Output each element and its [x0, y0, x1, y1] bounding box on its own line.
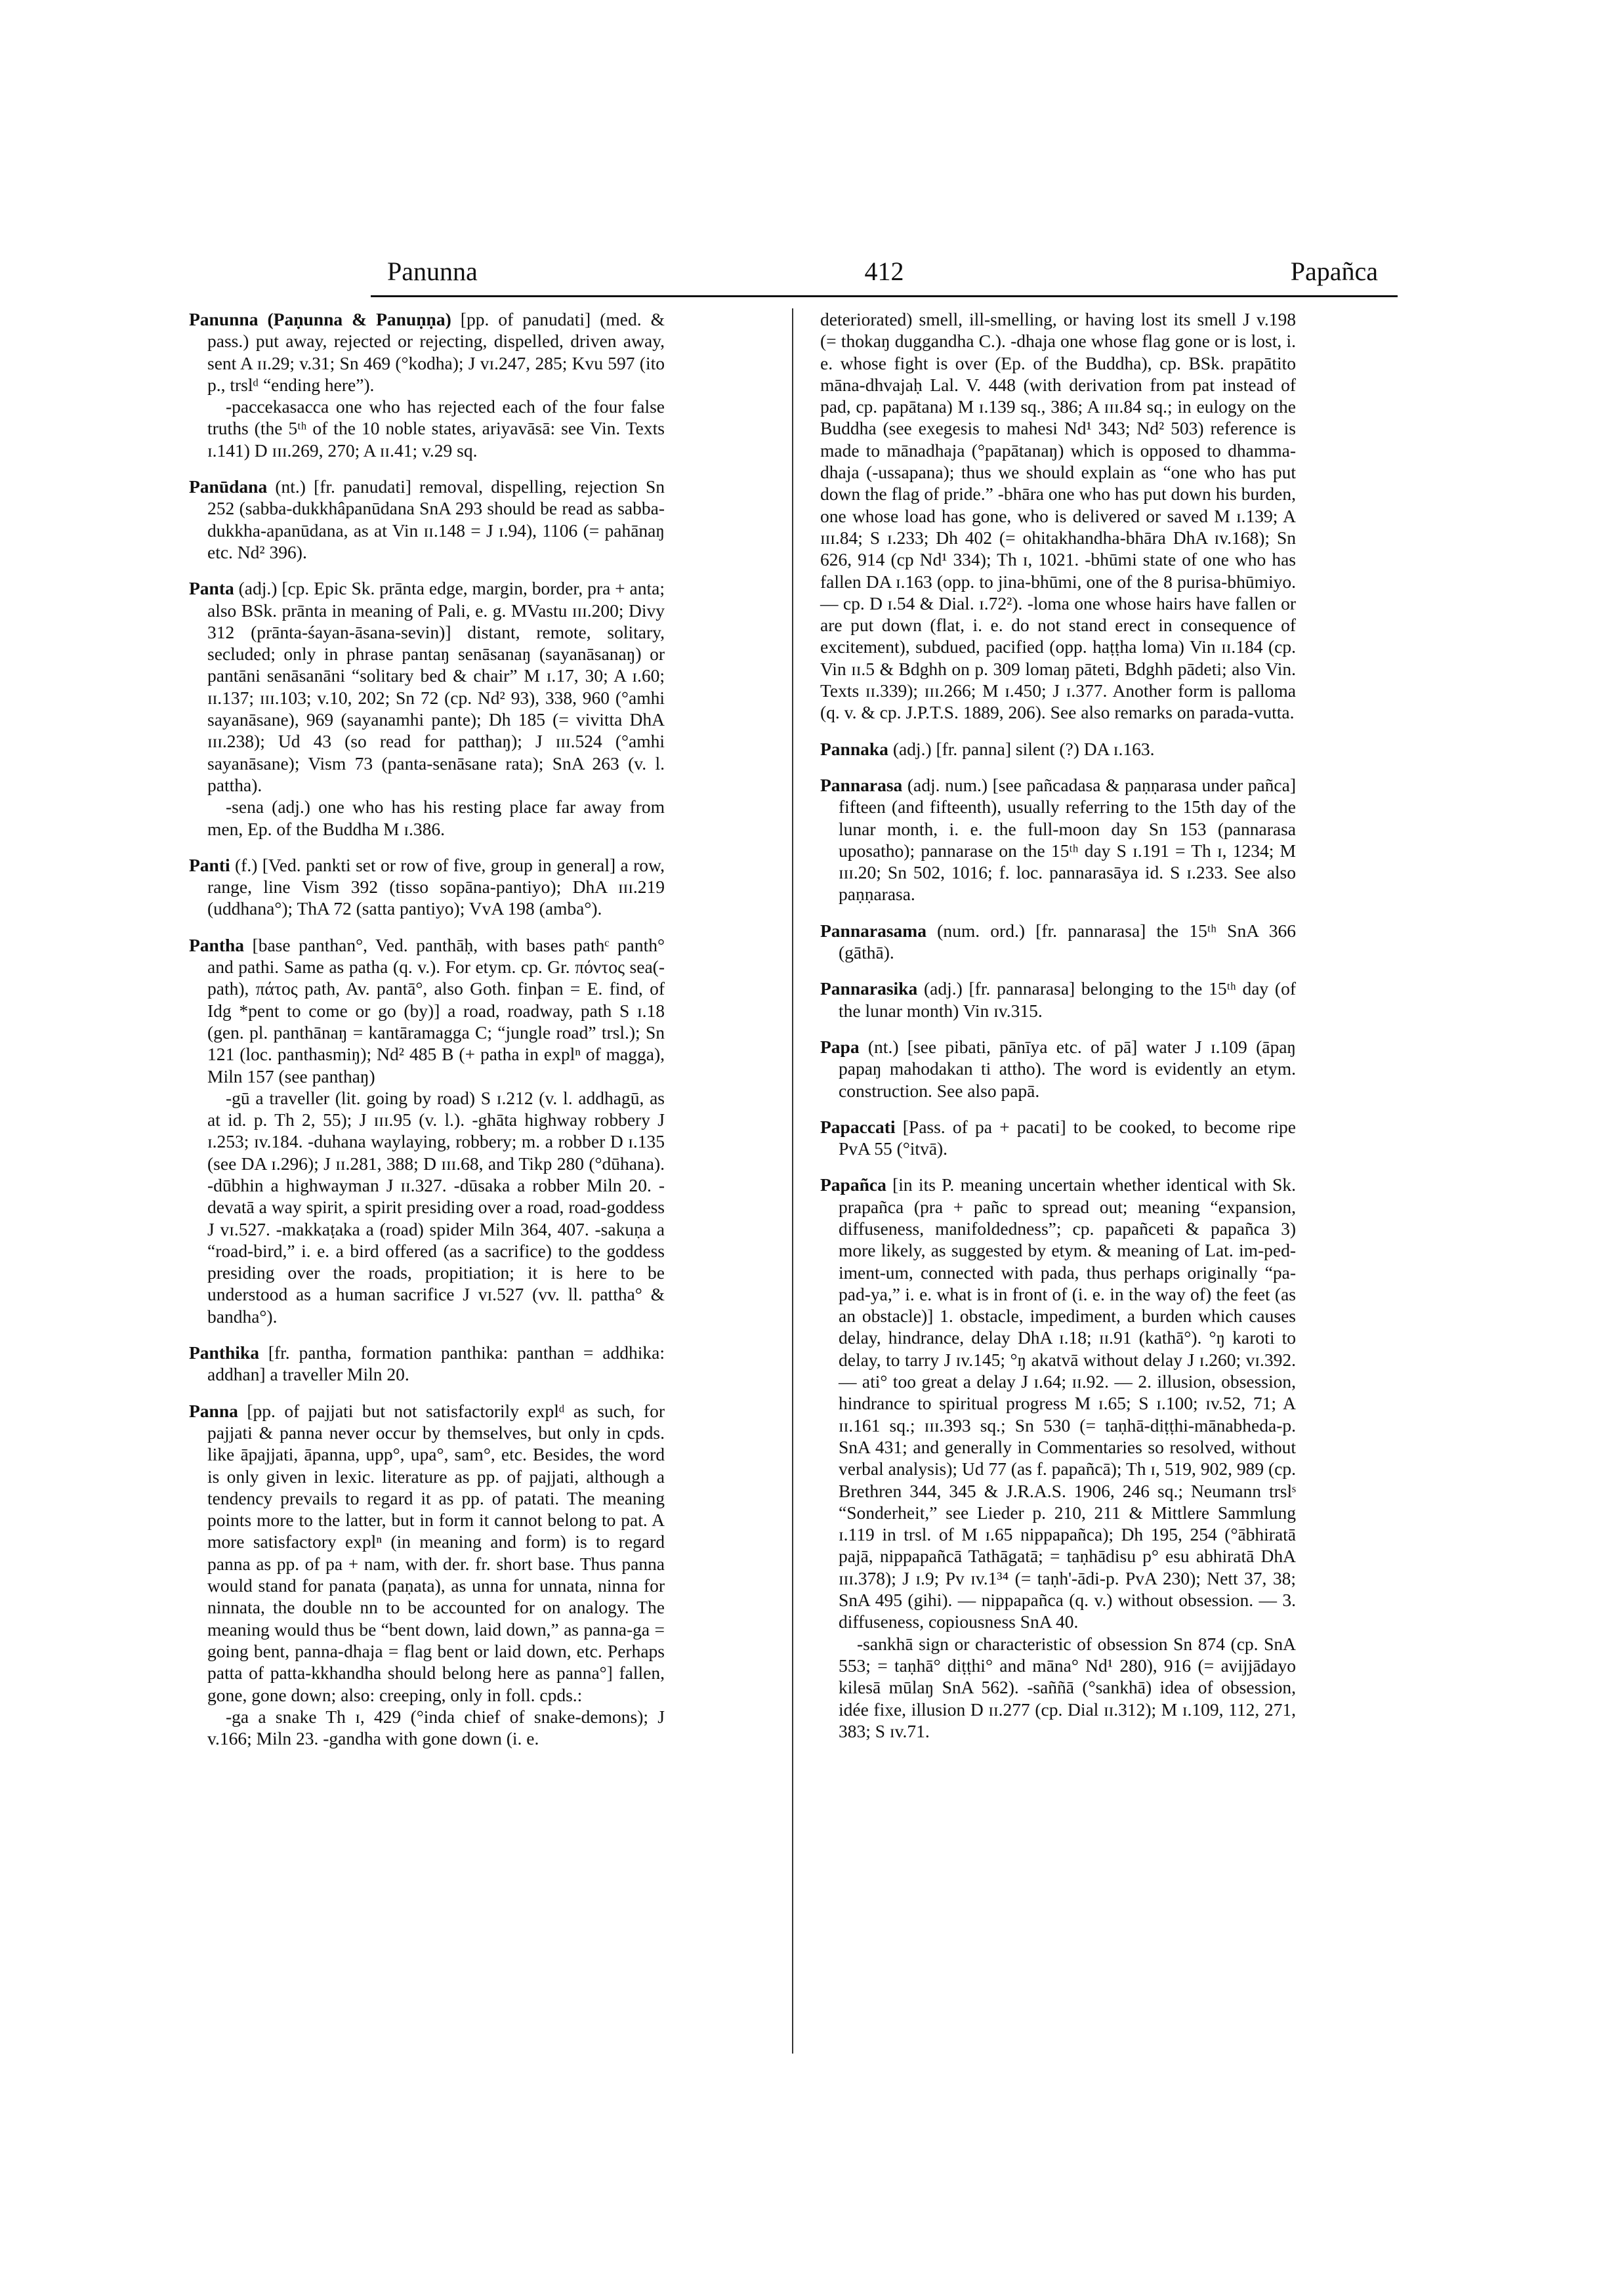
- dictionary-entry: [189, 308, 665, 461]
- entry-headword: Pannarasama: [820, 920, 927, 941]
- entry-definition: [pp. of pajjati but not satisfactorily explᵈ as such, for pajjati & panna never occur by themselves, but only in cpds. like āpajjati, āpanna, upp°, upa°, sam°, etc. Besides, the word is only given in lexic. literature as pp. of pajjati, although a tendency prevails to regard it as pp. of patati. The meaning points more to the latter, but in form it cannot belong to pat. A more satisfactory explⁿ (in meaning and form) is to regard panna as pp. of pa + nam, with der. fr. short base. Thus panna would stand for panata (paṇata), as unna for unnata, ninna for ninnata, the double nn to be accounted for on analogy. The meaning would thus be “bent down, laid down,” as panna-ga = going bent, panna-dhaja = flag bent or laid down, etc. Perhaps patta of patta-kkhandha should belong here as panna°] fallen, gone, gone down; also: creeping, only in foll. cpds.:: [207, 1400, 665, 1705]
- dictionary-entry: [189, 854, 665, 920]
- entry-definition: (adj. num.) [see pañcadasa & paṇṇarasa under pañca] fifteen (and fifteenth), usually referring to the 15th day of the lunar month, i. e. the full-moon day Sn 153 (pannarasa uposatho); pannarase on the 15ᵗʰ day S ɪ.191 = Th ɪ, 1234; M ɪɪɪ.20; Sn 502, 1016; f. loc. pannarasāya id. S ɪ.233. See also paṇṇarasa.: [839, 774, 1296, 905]
- page-number: 412: [864, 257, 904, 286]
- entry-compounds: -gū a traveller (lit. going by road) S ɪ.212 (v. l. addhagū, as at id. p. Th 2, 55); J ɪɪɪ.95 (v. l.). -ghāta highway robbery J ɪ.253; ɪv.184. -duhana waylaying, robbery; m. a robber D ɪ.135 (see DA ɪ.296); J ɪɪ.281, 388; D ɪɪɪ.68, and Tikp 280 (°dūhana). -dūbhin a highwayman J ɪɪ.327. -dūsaka a robber Miln 20. -devatā a way spirit, a spirit presiding over a road, road-goddess J vɪ.527. -makkaṭaka a (road) spider Miln 364, 407. -sakuṇa a “road-bird,” i. e. a bird offered (as a sacrifice) to the goddess presiding over the roads, propitiation; it is here to be understood as a human sacrifice J vɪ.527 (vv. ll. pattha° & bandha°).: [207, 1087, 665, 1327]
- entry-headword: Panna: [189, 1400, 238, 1421]
- entry-definition: (adj.) [cp. Epic Sk. prānta edge, margin, border, pra + anta; also BSk. prānta in meaning of Pali, e. g. MVastu ɪɪɪ.200; Divy 312 (prānta-śayan-āsana-sevin)] distant, remote, solitary, secluded; only in phrase pantaŋ senāsanaŋ (sayanāsanaŋ) or pantāni senāsanāni “solitary bed & chair” M ɪ.17, 30; A ɪ.60; ɪɪ.137; ɪɪɪ.103; v.10, 202; Sn 72 (cp. Nd² 93), 338, 960 (°amhi sayanāsane), 969 (sayanamhi pante); Dh 185 (= vivitta DhA ɪɪɪ.238); Ud 43 (so read for patthaŋ); J ɪɪɪ.524 (°amhi sayanāsane); Vism 73 (panta-senāsane rata); SnA 263 (v. l. pattha).: [207, 578, 665, 795]
- header-left-guide-word: Panunna: [387, 257, 478, 286]
- entry-headword: Panti: [189, 854, 230, 875]
- entry-headword: Panūdana: [189, 476, 268, 497]
- entry-definition: (num. ord.) [fr. pannarasa] the 15ᵗʰ SnA 366 (gāthā).: [839, 920, 1296, 963]
- entry-headword: Pantha: [189, 934, 245, 955]
- left-column: [189, 308, 665, 1764]
- entry-headword: Pannarasa: [820, 774, 903, 795]
- entry-definition: (f.) [Ved. pankti set or row of five, group in general] a row, range, line Vism 392 (tisso sopāna-pantiyo); DhA ɪɪɪ.219 (uddhana°); ThA 72 (satta pantiyo); VvA 198 (amba°).: [207, 854, 665, 919]
- entry-definition: [pp. of panudati] (med. & pass.) put away, rejected or rejecting, dispelled, driven away, sent A ɪɪ.29; v.31; Sn 469 (°kodha); J vɪ.247, 285; Kvu 597 (ito p., trslᵈ “ending here”).: [207, 309, 665, 395]
- dictionary-entry: [189, 1400, 665, 1750]
- right-column: [820, 308, 1296, 1756]
- entry-compounds: -sankhā sign or characteristic of obsession Sn 874 (cp. SnA 553; = taṇhā° diṭṭhi° and māna° Nd¹ 280), 916 (= avijjādayo kilesā mūlaŋ SnA 562). -saññā (°sankhā) idea of obsession, idée fixe, illusion D ɪɪ.277 (cp. Dial ɪɪ.312); M ɪ.109, 112, 271, 383; S ɪv.71.: [839, 1633, 1296, 1741]
- header-right-guide-word: Papañca: [1290, 257, 1378, 286]
- dictionary-entry: [820, 1116, 1296, 1160]
- dictionary-entry: [820, 920, 1296, 964]
- entry-headword: Papa: [820, 1036, 860, 1057]
- entry-definition: (nt.) [fr. panudati] removal, dispelling, rejection Sn 252 (sabba-dukkhâpanūdana SnA 293 should be read as sabba-dukkha-apanūdana, as at Vin ɪɪ.148 = J ɪ.94), 1106 (= pahānaŋ etc. Nd² 396).: [207, 476, 665, 562]
- entry-compounds: -paccekasacca one who has rejected each of the four false truths (the 5ᵗʰ of the 10 noble states, ariyavāsā: see Vin. Texts ɪ.141) D ɪɪɪ.269, 270; A ɪɪ.41; v.29 sq.: [207, 396, 665, 461]
- dictionary-entry: [189, 577, 665, 840]
- dictionary-entry: [820, 1174, 1296, 1742]
- entry-compounds: -sena (adj.) one who has his resting place far away from men, Ep. of the Buddha M ɪ.386.: [207, 796, 665, 839]
- entry-headword: Panta: [189, 578, 234, 599]
- page-header: [371, 249, 1398, 302]
- dictionary-entry: [189, 934, 665, 1327]
- entry-definition: [base panthan°, Ved. panthāḥ, with bases pathᶜ panth° and pathi. Same as patha (q. v.). For etym. cp. Gr. πόντος sea(-path), πάτος path, Av. pantā°, also Goth. finþan = E. find, of Idg *pent to come or go (by)] a road, roadway, path S ɪ.18 (gen. pl. panthānaŋ = kantāramagga C; “jungle road” trsl.); Sn 121 (loc. panthasmiŋ); Nd² 485 B (+ patha in explⁿ of magga), Miln 157 (see panthaŋ): [207, 934, 665, 1086]
- entry-definition: (adj.) [fr. pannarasa] belonging to the 15ᵗʰ day (of the lunar month) Vin ɪv.315.: [839, 978, 1296, 1021]
- dictionary-entry: [820, 308, 1296, 724]
- entry-headword: Panthika: [189, 1342, 259, 1363]
- entry-headword: Papañca: [820, 1174, 886, 1195]
- entry-definition: deteriorated) smell, ill-smelling, or having lost its smell J v.198 (= thokaŋ duggandha C.). -dhaja one whose flag gone or is lost, i. e. whose fight is over (Ep. of the Buddha), cp. BSk. prapātito māna-dhvajaḥ Lal. V. 448 (with derivation from pat instead of pad, cp. papātana) M ɪ.139 sq., 386; A ɪɪɪ.84 sq.; in eulogy on the Buddha (see exegesis to mahesi Nd¹ 343; Nd² 503) reference is made to mānadhaja (°papātanaŋ) which is opposed to dhamma-dhaja (-ussapana); thus we should explain as “one who has put down the flag of pride.” -bhāra one who has put down his burden, one whose load has gone, who is delivered or saved M ɪ.139; A ɪɪɪ.84; S ɪ.233; Dh 402 (= ohitakhandha-bhāra DhA ɪv.168); Sn 626, 914 (cp Nd¹ 334); Th ɪ, 1021. -bhūmi state of one who has fallen DA ɪ.163 (opp. to jina-bhūmi, one of the 8 purisa-bhūmiyo. — cp. D ɪ.54 & Dial. ɪ.72²). -loma one whose hairs have fallen or are put down (flat, i. e. do not stand erect in consequence of excitement), subdued, pacified (opp. haṭṭha loma) Vin ɪɪ.184 (cp. Vin ɪɪ.5 & Bdghh on p. 309 lomaŋ pāteti, Bdghh pādeti; also Vin. Texts ɪɪ.339); ɪɪɪ.266; M ɪ.450; J ɪ.377. Another form is palloma (q. v. & cp. J.P.T.S. 1889, 206). See also remarks on parada-vutta.: [820, 309, 1296, 723]
- dictionary-entry: [820, 738, 1296, 760]
- entry-definition: (adj.) [fr. panna] silent (?) DA ɪ.163.: [888, 738, 1155, 759]
- entry-headword: Pannaka: [820, 738, 888, 759]
- dictionary-entry: [189, 1342, 665, 1386]
- dictionary-entry: [189, 476, 665, 563]
- entry-definition: [fr. pantha, formation panthika: panthan = addhika: addhan] a traveller Miln 20.: [207, 1342, 665, 1385]
- column-divider: [792, 308, 793, 2054]
- entry-definition: (nt.) [see pibati, pānīya etc. of pā] water J ɪ.109 (āpaŋ papaŋ mahodakan ti attho). The word is evidently an etym. construction. See also papā.: [839, 1036, 1296, 1101]
- dictionary-entry: [820, 1036, 1296, 1102]
- dictionary-entry: [820, 774, 1296, 905]
- header-rule: [371, 295, 1398, 297]
- entry-compounds: -ga a snake Th ɪ, 429 (°inda chief of snake-demons); J v.166; Miln 23. -gandha with gone down (i. e.: [207, 1706, 665, 1749]
- entry-headword: Papaccati: [820, 1116, 896, 1137]
- entry-headword: Pannarasika: [820, 978, 918, 999]
- dictionary-entry: [820, 978, 1296, 1022]
- entry-definition: [Pass. of pa + pacati] to be cooked, to become ripe PvA 55 (°itvā).: [839, 1116, 1296, 1159]
- entry-definition: [in its P. meaning uncertain whether identical with Sk. prapañca (pra + pañc to spread out; meaning “expansion, diffuseness, manifoldedness”; cp. papañceti & papañca 3) more likely, as suggested by etym. & meaning of Lat. im-ped-iment-um, connected with pada, thus perhaps originally “pa-pad-ya,” i. e. what is in front of (i. e. in the way of) the feet (as an obstacle)] 1. obstacle, impediment, a burden which causes delay, hindrance, delay DhA ɪ.18; ɪɪ.91 (kathā°). °ŋ karoti to delay, to tarry J ɪv.145; °ŋ akatvā without delay J ɪ.260; vɪ.392. — ati° too great a delay J ɪ.64; ɪɪ.92. — 2. illusion, obsession, hindrance to spiritual progress M ɪ.65; S ɪ.100; ɪv.52, 71; A ɪɪ.161 sq.; ɪɪɪ.393 sq.; Sn 530 (= taṇhā-diṭṭhi-mānabheda-p. SnA 431; and generally in Commentaries so resolved, without verbal analysis); Ud 77 (as f. papañcā); Th ɪ, 519, 902, 989 (cp. Brethren 344, 345 & J.R.A.S. 1906, 246 sq.; Neumann trslˢ “Sonderheit,” see Lieder p. 210, 211 & Mittlere Sammlung ɪ.119 in trsl. of M ɪ.65 nippapañca); Dh 195, 254 (°ābhiratā pajā, nippapañcā Tathāgatā; = taṇhādisu p° esu abhiratā DhA ɪɪɪ.378); J ɪ.9; Pv ɪv.1³⁴ (= taṇh'-ādi-p. PvA 230); Nett 37, 38; SnA 495 (gihi). — nippapañca (q. v.) without obsession. — 3. diffuseness, copiousness SnA 40.: [839, 1174, 1296, 1632]
- entry-headword: Panunna (Paṇunna & Panuṇṇa): [189, 309, 451, 329]
